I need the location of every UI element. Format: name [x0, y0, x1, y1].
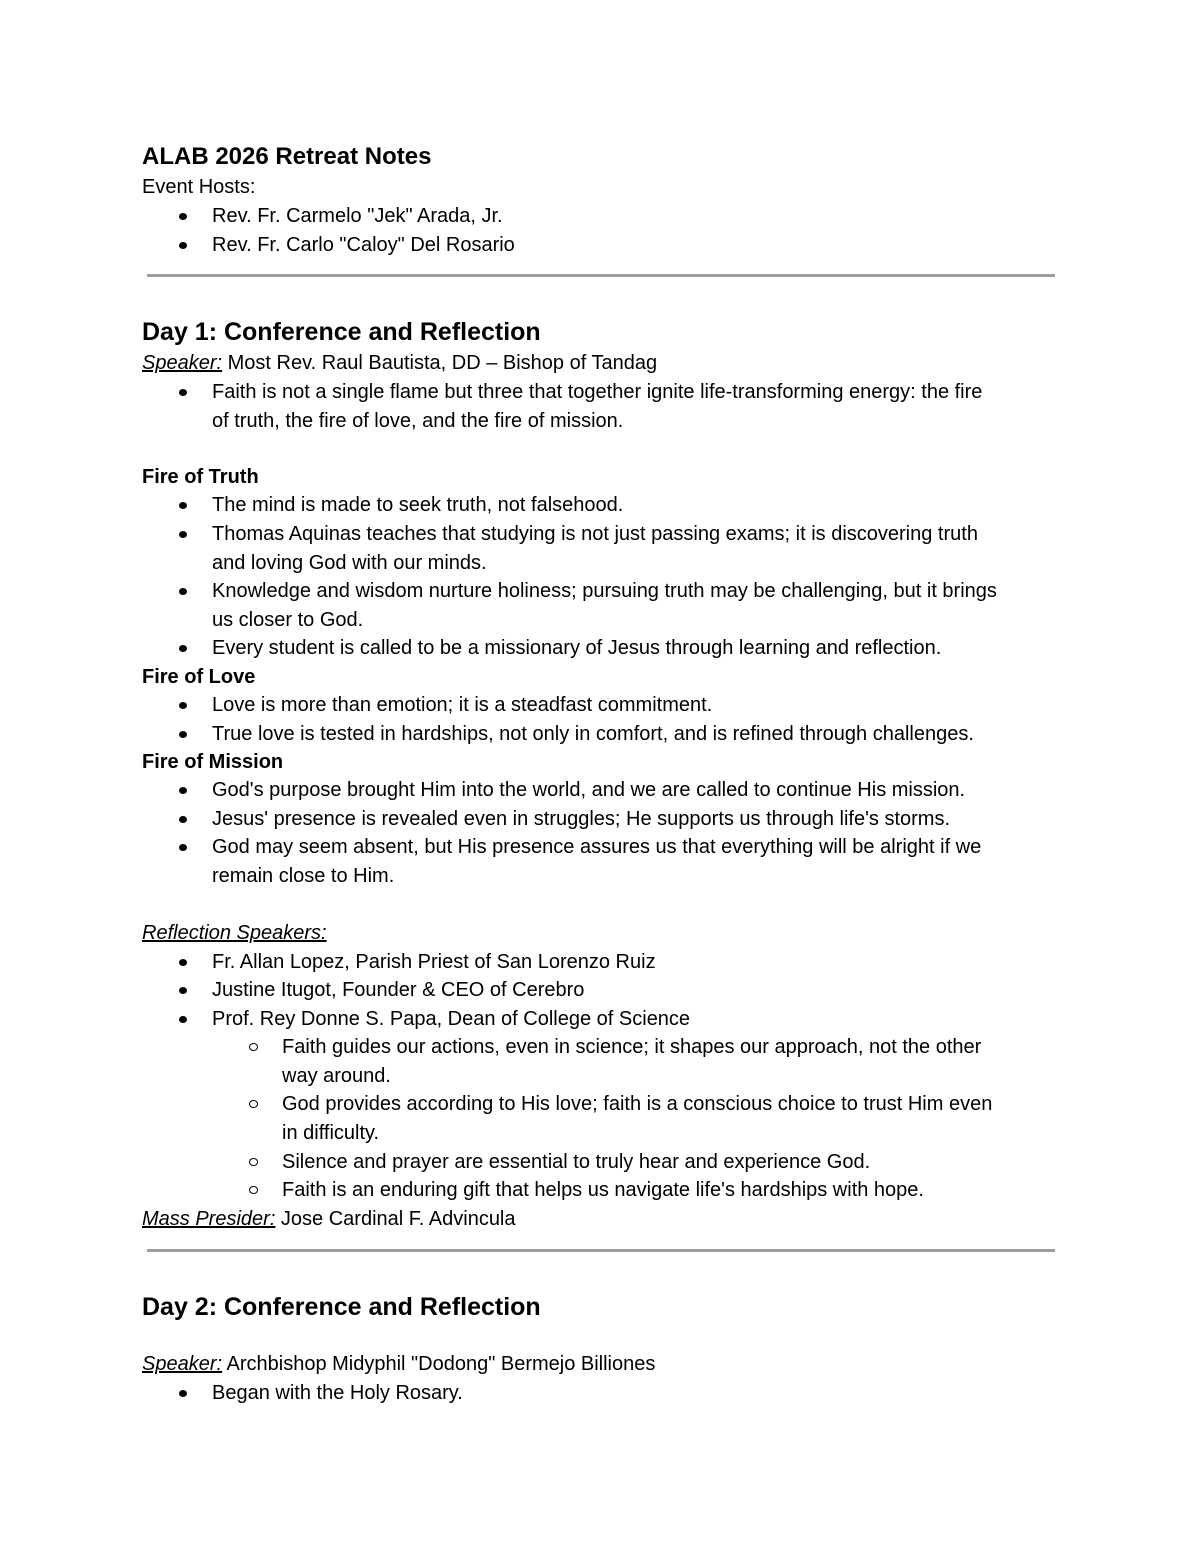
point-text-c: God provides according to His love; faith is a conscious choice to trust Him even: [282, 1093, 993, 1116]
sub-list-item: [142, 1033, 1062, 1090]
list-item: Began with the Holy Rosary.: [142, 1379, 1062, 1408]
document-title: ALAB 2026 Retreat Notes: [142, 143, 432, 170]
list-item: [142, 520, 1062, 577]
sub-list-item: Faith is an enduring gift that helps us navigate life's hardships with hope.: [142, 1176, 1062, 1205]
day1-speaker-label: Speaker:: [142, 352, 223, 375]
list-item: Love is more than emotion; it is a steadfast commitment.: [142, 691, 1062, 720]
mission-text-a: God may seem absent, but His presence assures us that everything will be alright if we: [212, 836, 982, 859]
mass-presider-label: Mass Presider:: [142, 1207, 276, 1230]
truth-text-b: and loving God with our minds.: [212, 551, 487, 574]
host-item: Rev. Fr. Carlo "Caloy" Del Rosario: [142, 231, 1062, 260]
day2-speaker-label: Speaker:: [142, 1352, 223, 1375]
fire-of-love-heading: Fire of Love: [142, 665, 256, 688]
speaker-item: Prof. Rey Donne S. Papa, Dean of College of Science: [142, 1005, 1062, 1034]
day1-intro-list: [142, 378, 1062, 435]
reflection-speakers-label: Reflection Speakers:: [142, 921, 327, 944]
mass-presider-name: Jose Cardinal F. Advincula: [275, 1207, 516, 1230]
list-item: God's purpose brought Him into the world, and we are called to continue His mission.: [142, 776, 1062, 805]
event-hosts-list: [142, 202, 1062, 259]
reflection-speakers-line: [142, 919, 1062, 948]
document-page: [142, 140, 1062, 1407]
day2-speaker-line: [142, 1350, 1062, 1379]
day2-heading: Day 2: Conference and Reflection: [142, 1292, 541, 1321]
day1-speaker-line: [142, 349, 1062, 378]
point-text-a: Faith guides our actions, even in science; it shapes our approach, not the other: [282, 1036, 982, 1059]
day1-heading: Day 1: Conference and Reflection: [142, 318, 541, 347]
day2-speaker-name: Archbishop Midyphil "Dodong" Bermejo Billiones: [222, 1352, 656, 1375]
fire-of-mission-heading: Fire of Mission: [142, 751, 284, 774]
truth-text-c: Knowledge and wisdom nurture holiness; pursuing truth may be challenging, but it brings: [212, 580, 997, 603]
mass-presider-line: [142, 1205, 1062, 1234]
day2-list: [142, 1379, 1062, 1408]
fire-of-truth-heading: Fire of Truth: [142, 466, 259, 489]
event-hosts-label: Event Hosts:: [142, 176, 256, 198]
list-item: [142, 577, 1062, 634]
intro-text-1: Faith is not a single flame but three that together ignite life-transforming energy: the fire: [212, 381, 983, 404]
reflection-speakers-list: [142, 948, 1062, 1205]
fire-of-mission-list: [142, 776, 1062, 890]
speaker-item: Justine Itugot, Founder & CEO of Cerebro: [142, 976, 1062, 1005]
list-item: [142, 833, 1062, 890]
speaker-item: Fr. Allan Lopez, Parish Priest of San Lorenzo Ruiz: [142, 948, 1062, 977]
list-item: True love is tested in hardships, not only in comfort, and is refined through challenges.: [142, 720, 1062, 749]
list-item: [142, 378, 1062, 435]
point-text-d: in difficulty.: [282, 1122, 380, 1145]
list-item: The mind is made to seek truth, not falsehood.: [142, 491, 1062, 520]
sub-list-item: Silence and prayer are essential to truly hear and experience God.: [142, 1148, 1062, 1177]
mission-text-b: remain close to Him.: [212, 864, 395, 887]
sub-list-item: [142, 1090, 1062, 1147]
day1-speaker-name: Most Rev. Raul Bautista, DD – Bishop of Tandag: [222, 352, 658, 375]
fire-of-truth-list: [142, 491, 1062, 663]
host-item: Rev. Fr. Carmelo "Jek" Arada, Jr.: [142, 202, 1062, 231]
list-item: Jesus' presence is revealed even in struggles; He supports us through life's storms.: [142, 805, 1062, 834]
truth-text-d: us closer to God.: [212, 608, 364, 631]
point-text-b: way around.: [282, 1064, 391, 1087]
fire-of-love-list: [142, 691, 1062, 748]
list-item: Every student is called to be a missionary of Jesus through learning and reflection.: [142, 634, 1062, 663]
intro-text-2: of truth, the fire of love, and the fire of mission.: [212, 409, 624, 432]
truth-text-a: Thomas Aquinas teaches that studying is not just passing exams; it is discovering truth: [212, 522, 978, 545]
